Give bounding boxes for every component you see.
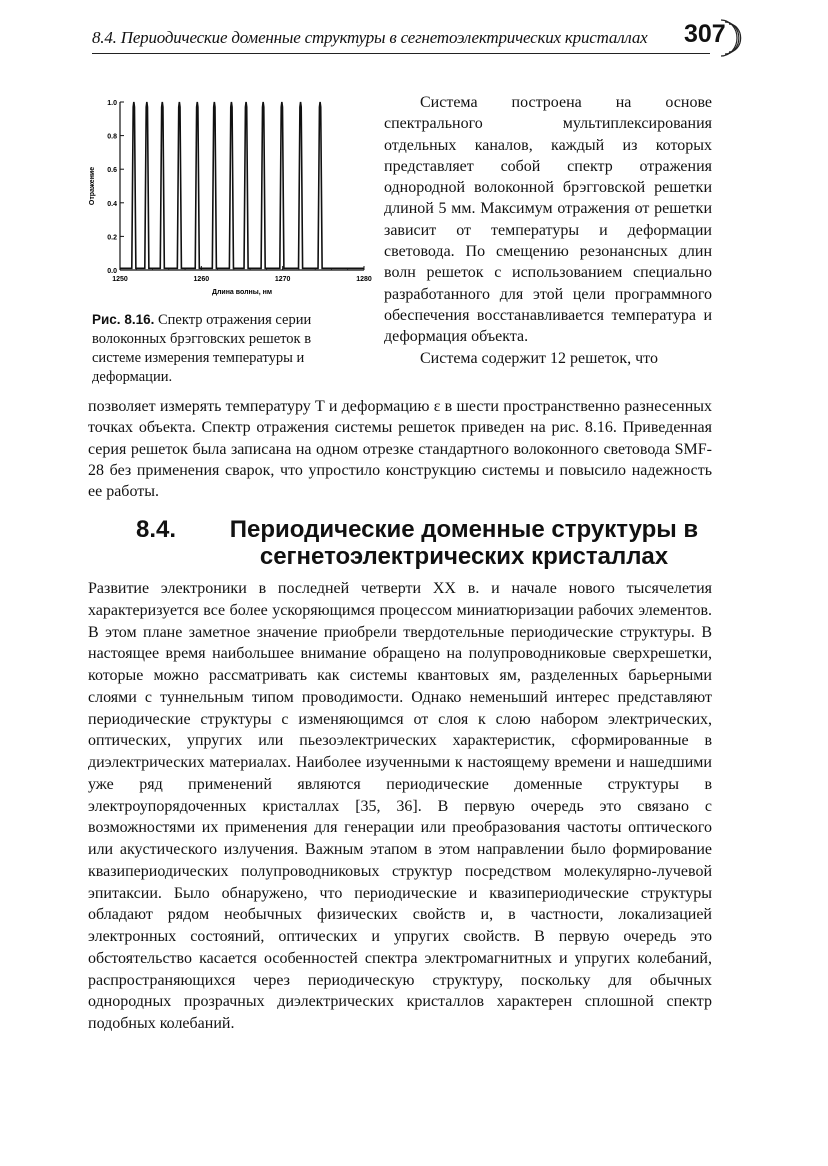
y-tick-label: 0.8 <box>107 133 117 141</box>
paragraph-2-start: Система содержит 12 решеток, что <box>420 349 658 367</box>
page-number-arc-icon <box>717 18 741 58</box>
x-tick-label: 1280 <box>356 276 372 283</box>
paragraph-2-continued: позволяет измерять температуру T и деформацию ε в шести пространственно разнесенных точках объекта. Спектр отражения системы решеток приведен на рис. 8.16. Приведенная серия решеток была записана на одном отрезке стандартного волоконного световода SMF-28 без применения сварок, что упростило конструкцию системы и повысило надежность ее работы. <box>88 398 712 501</box>
figure-caption <box>92 310 362 387</box>
x-tick-label: 1250 <box>112 276 128 283</box>
body-text <box>88 578 712 1035</box>
reflection-spectrum-chart <box>88 92 372 307</box>
y-tick-label: 0.6 <box>107 167 117 175</box>
y-axis-label: Отражение <box>89 166 96 206</box>
spectrum-line <box>120 102 364 268</box>
page-number: 307 <box>684 20 726 48</box>
y-tick-label: 0.4 <box>107 200 117 208</box>
y-tick-label: 0.2 <box>107 234 117 242</box>
section-number: 8.4. <box>136 516 177 543</box>
running-header <box>92 20 742 60</box>
caption-text: Спектр отражения серии волоконных брэгговских решеток в системе измерения температуры и деформации. <box>92 312 312 385</box>
x-tick-label: 1270 <box>274 276 291 283</box>
header-rule <box>92 53 710 54</box>
figure-8-16 <box>88 92 372 392</box>
x-tick-label: 1260 <box>193 276 210 283</box>
caption-label: Рис. 8.16. <box>92 312 155 327</box>
section-title: Периодические доменные структуры в сегнетоэлектрических кристаллах <box>229 516 699 570</box>
paragraph-1: Система построена на основе спектрального мультиплексирования отдельных каналов, каждый из которых представляет собой спектр отражения однородной волоконной брэгговской решетки длиной 5 мм. Максимум отражения от решетки зависит от температуры и деформации световода. По смещению резонансных длин волн решеток с использованием специально разработанного для этой цели программного обеспечения восстанавливается температура и деформация объекта. <box>384 94 712 346</box>
running-title: 8.4. Периодические доменные структуры в сегнетоэлектрических кристаллах <box>92 28 648 47</box>
body-paragraph: Развитие электроники в последней четверти XX в. и начале нового тысячелетия характеризуется все более ускоряющимся процессом миниатюризации рабочих элементов. В этом плане заметное значение приобрели твердотельные периодические структуры. В настоящее время наибольшее внимание обращено на полупроводниковые сверхрешетки, которые можно рассматривать как системы квантовых ям, разделенных барьерными слоями с туннельным типом проводимости. Однако неменьший интерес представляют периодические структуры с изменяющимся от слоя к слою набором электрических, оптических, упругих или пьезоэлектрических характеристик, сформированные в диэлектрических материалах. Наиболее изученными к настоящему времени и нашедшими уже ряд применений являются периодические доменные структуры в электроупорядоченных кристаллах [35, 36]. В первую очередь это связано с возможностями их применения для генерации или преобразования частоты оптического или акустического излучения. Важным этапом в этом направлении было формирование квазипериодических полупроводниковых структур посредством молекулярно-лучевой эпитаксии. Было обнаружено, что периодические и квазипериодические структуры обладают рядом необычных физических свойств и, в частности, локализацией электронных состояний, оптических и упругих свойств. В первую очередь это обстоятельство касается особенностей спектра электромагнитных и упругих колебаний, распространяющихся через периодическую структуру, поскольку для обычных однородных прозрачных диэлектрических кристаллов характерен сплошной спектр подобных колебаний. <box>88 580 712 1032</box>
y-tick-label: 0.0 <box>107 268 117 275</box>
side-column-text <box>384 92 712 369</box>
y-tick-label: 1.0 <box>107 100 117 107</box>
x-axis-label: Длина волны, нм <box>211 289 273 296</box>
